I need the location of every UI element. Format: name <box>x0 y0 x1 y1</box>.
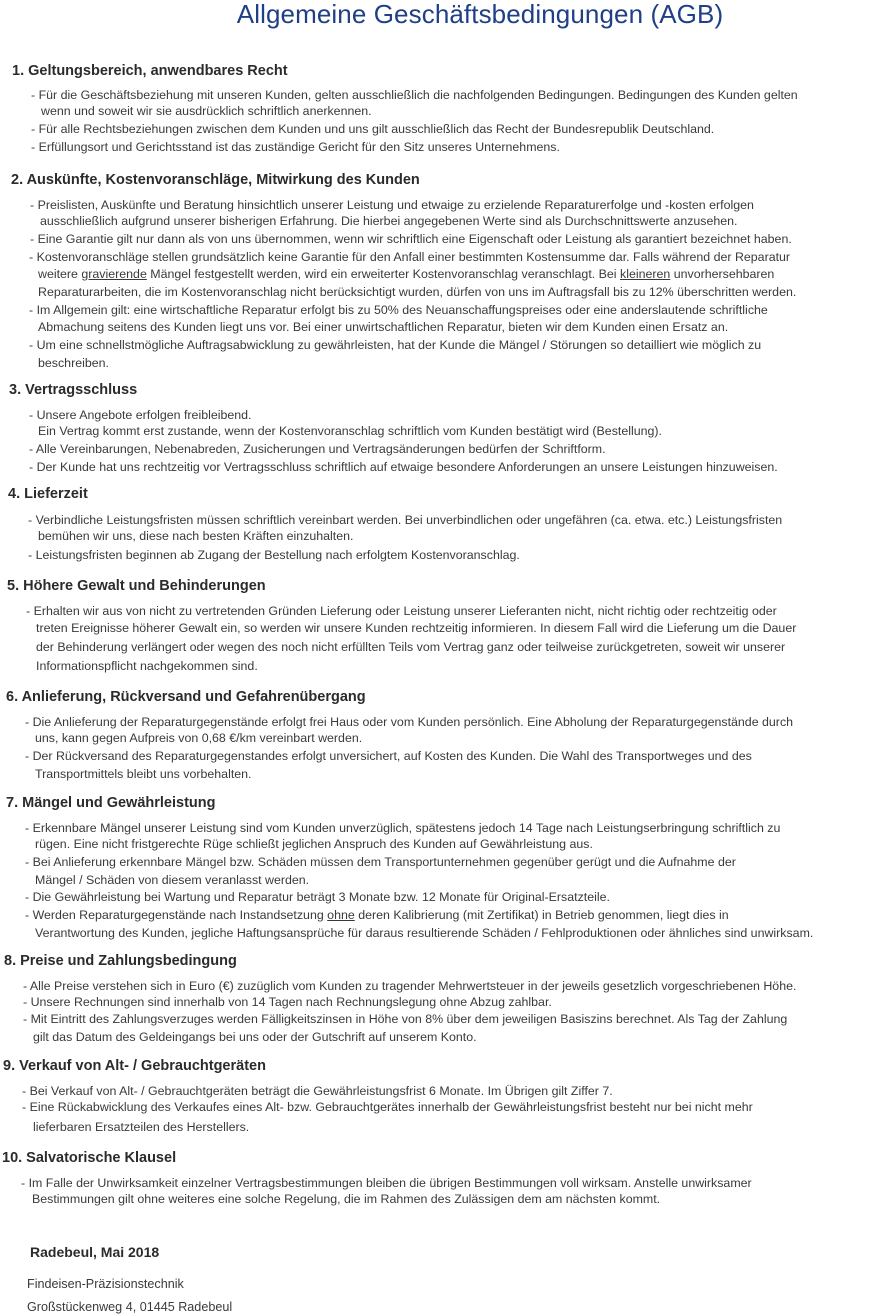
section-6-line: - Die Anlieferung der Reparaturgegenstände erfolgt frei Haus oder vom Kunden persönlich. Eine Abholung der Reparaturgegenstände durch <box>25 715 794 729</box>
section-8-line: - Alle Preise verstehen sich in Euro (€) zuzüglich vom Kunden zu tragender Mehrwertsteuer in der jeweils gesetzlich vorgeschriebenen Höhe. <box>23 979 797 993</box>
section-8-line: - Mit Eintritt des Zahlungsverzuges werden Fälligkeitszinsen in Höhe von 8% über dem jeweiligen Basiszins berechnet. Als Tag der Zahlung <box>23 1012 788 1026</box>
section-7-line: Verantwortung des Kunden, jegliche Haftungsansprüche für daraus resultierende Schäden / Fehlproduktionen oder ähnliches sind unwirksam. <box>35 926 814 940</box>
section-3-heading: 3. Vertragsschluss <box>9 382 138 398</box>
section-8-heading: 8. Preise und Zahlungsbedingung <box>4 953 237 969</box>
underlined-word: gravierende <box>81 267 147 281</box>
section-4-heading: 4. Lieferzeit <box>8 486 88 502</box>
text-run: deren Kalibrierung (mit Zertifikat) in Betrieb genommen, liegt dies in <box>354 908 729 922</box>
section-9-line: lieferbaren Ersatzteilen des Herstellers. <box>33 1120 250 1134</box>
text-run: weitere <box>38 267 82 281</box>
company-address: Großstückenweg 4, 01445 Radebeul <box>27 1300 233 1314</box>
place-date: Radebeul, Mai 2018 <box>30 1244 160 1260</box>
section-4-line: - Verbindliche Leistungsfristen müssen schriftlich vereinbart werden. Bei unverbindlichen oder ungefähren (ca. etwa. etc.) Leistungsfristen <box>28 513 783 527</box>
section-7-line: rügen. Eine nicht fristgerechte Rüge schließt jeglichen Anspruch des Kunden auf Gewährleistung aus. <box>35 837 593 851</box>
section-7-heading: 7. Mängel und Gewährleistung <box>6 795 216 811</box>
section-5-line: Informationspflicht nachgekommen sind. <box>36 659 258 673</box>
section-2-line <box>38 266 774 282</box>
section-2-line: Abmachung seitens des Kunden liegt uns vor. Bei einer unwirtschaftlichen Reparatur, bieten wir dem Kunden einen Ersatz an. <box>38 320 729 334</box>
section-3-line: - Unsere Angebote erfolgen freibleibend. <box>29 408 252 422</box>
section-8-line: - Unsere Rechnungen sind innerhalb von 14 Tagen nach Rechnungslegung ohne Abzug zahlbar. <box>23 995 552 1009</box>
company-name: Findeisen-Präzisionstechnik <box>27 1277 184 1291</box>
section-2-line: - Eine Garantie gilt nur dann als von uns übernommen, wenn wir schriftlich eine Eigenschaft oder Leistung als garantiert bezeichnet haben. <box>30 232 792 246</box>
section-1-line: - Für alle Rechtsbeziehungen zwischen dem Kunden und uns gilt ausschließlich das Recht der Bundesrepublik Deutschland. <box>31 122 715 136</box>
section-10-line: - Im Falle der Unwirksamkeit einzelner Vertragsbestimmungen bleiben die übrigen Bestimmungen voll wirksam. Anstelle unwirksamer <box>21 1176 752 1190</box>
text-run: - Werden Reparaturgegenstände nach Instandsetzung <box>25 908 328 922</box>
page-title: Allgemeine Geschäftsbedingungen (AGB) <box>236 0 724 29</box>
section-9-line: - Bei Verkauf von Alt- / Gebrauchtgeräten beträgt die Gewährleistungsfrist 6 Monate. Im Übrigen gilt Ziffer 7. <box>22 1084 613 1098</box>
section-10-heading: 10. Salvatorische Klausel <box>2 1150 177 1166</box>
section-4-line: - Leistungsfristen beginnen ab Zugang der Bestellung nach erfolgtem Kostenvoranschlag. <box>28 548 520 562</box>
section-5-heading: 5. Höhere Gewalt und Behinderungen <box>7 578 266 594</box>
section-2-line: Reparaturarbeiten, die im Kostenvoranschlag nicht berücksichtigt wurden, dürfen von uns im Auftragsfall bis zu 12% überschritten werden. <box>38 285 797 299</box>
section-2-line: ausschließlich aufgrund unserer bisherigen Erfahrung. Die hierbei angegebenen Werte sind als Durchschnittswerte anzusehen. <box>40 214 738 228</box>
section-5-line: treten Ereignisse höherer Gewalt ein, so werden wir unsere Kunden rechtzeitig informieren. In diesem Fall wird die Lieferung um die Dauer <box>36 621 797 635</box>
section-3-line: Ein Vertrag kommt erst zustande, wenn der Kostenvoranschlag schriftlich vom Kunden bestätigt wird (Bestellung). <box>38 424 662 438</box>
underlined-word: ohne <box>327 908 355 922</box>
section-5-line: - Erhalten wir aus von nicht zu vertretenden Gründen Lieferung oder Leistung unserer Lieferanten nicht, nicht richtig oder rechtzeitig oder <box>26 604 777 618</box>
section-1-heading: 1. Geltungsbereich, anwendbares Recht <box>12 63 288 79</box>
section-7-line: - Bei Anlieferung erkennbare Mängel bzw. Schäden müssen dem Transportunternehmen gegenüber gerügt und die Aufnahme der <box>25 855 736 869</box>
section-6-line: uns, kann gegen Aufpreis von 0,68 €/km vereinbart werden. <box>35 731 363 745</box>
section-3-line: - Der Kunde hat uns rechtzeitig vor Vertragsschluss schriftlich auf etwaige besondere Anforderungen an unsere Leistungen hinzuweisen. <box>29 460 778 474</box>
section-7-line <box>25 907 729 923</box>
section-4-line: bemühen wir uns, diese nach besten Kräften einzuhalten. <box>38 529 354 543</box>
section-7-line: - Erkennbare Mängel unserer Leistung sind vom Kunden unverzüglich, spätestens jedoch 14 Tage nach Leistungserbringung schriftlich zu <box>25 821 781 835</box>
text-run: unvorhersehbaren <box>670 267 775 281</box>
section-9-line: - Eine Rückabwicklung des Verkaufes eines Alt- bzw. Gebrauchtgerätes innerhalb der Gewährleistungsfrist besteht nur bei nicht mehr <box>22 1100 753 1114</box>
section-6-line: - Der Rückversand des Reparaturgegenstandes erfolgt unversichert, auf Kosten des Kunden. Die Wahl des Transportweges und des <box>25 749 752 763</box>
section-6-heading: 6. Anlieferung, Rückversand und Gefahrenübergang <box>6 689 366 705</box>
section-10-line: Bestimmungen gilt ohne weiteres eine solche Regelung, die im Rahmen des Zulässigen dem am nächsten kommt. <box>32 1192 661 1206</box>
section-2-line: - Im Allgemein gilt: eine wirtschaftliche Reparatur erfolgt bis zu 50% des Neuanschaffungspreises oder eine anderslautende schriftliche <box>29 303 768 317</box>
section-6-line: Transportmittels bleibt uns vorbehalten. <box>35 767 252 781</box>
section-3-line: - Alle Vereinbarungen, Nebenabreden, Zusicherungen und Vertragsänderungen bedürfen der Schriftform. <box>29 442 606 456</box>
section-2-line: - Kostenvoranschläge stellen grundsätzlich keine Garantie für den Anfall einer bestimmten Kostensumme dar. Falls während der Reparatur <box>29 250 791 264</box>
section-2-line: beschreiben. <box>38 356 109 370</box>
section-1-line: - Für die Geschäftsbeziehung mit unseren Kunden, gelten ausschließlich die nachfolgenden Bedingungen. Bedingungen des Kunden gelten <box>31 88 798 102</box>
section-9-heading: 9. Verkauf von Alt- / Gebrauchtgeräten <box>3 1058 266 1074</box>
section-8-line: gilt das Datum des Geldeingangs bei uns oder der Gutschrift auf unserem Konto. <box>33 1030 477 1044</box>
section-7-line: - Die Gewährleistung bei Wartung und Reparatur beträgt 3 Monate bzw. 12 Monate für Original-Ersatzteile. <box>25 890 610 904</box>
section-1-line: - Erfüllungsort und Gerichtsstand ist das zuständige Gericht für den Sitz unseres Unternehmens. <box>31 140 560 154</box>
text-run: Mängel festgestellt werden, wird ein erweiterter Kostenvoranschlag veranschlagt. Bei <box>146 267 620 281</box>
underlined-word: kleineren <box>620 267 671 281</box>
section-1-line: wenn und soweit wir sie ausdrücklich schriftlich anerkennen. <box>41 104 372 118</box>
section-7-line: Mängel / Schäden von diesem veranlasst werden. <box>35 873 310 887</box>
section-2-line: - Um eine schnellstmögliche Auftragsabwicklung zu gewährleisten, hat der Kunde die Mängel / Störungen so detailliert wie möglich zu <box>29 338 762 352</box>
section-5-line: der Behinderung verlängert oder wegen des noch nicht erfüllten Teils vom Vertrag ganz oder teilweise zurückgetreten, soweit wir unserer <box>36 640 786 654</box>
section-2-line: - Preislisten, Auskünfte und Beratung hinsichtlich unserer Leistung und etwaige zu erzielende Reparaturerfolge und -kosten erfolgen <box>30 198 754 212</box>
section-2-heading: 2. Auskünfte, Kostenvoranschläge, Mitwirkung des Kunden <box>11 172 420 188</box>
